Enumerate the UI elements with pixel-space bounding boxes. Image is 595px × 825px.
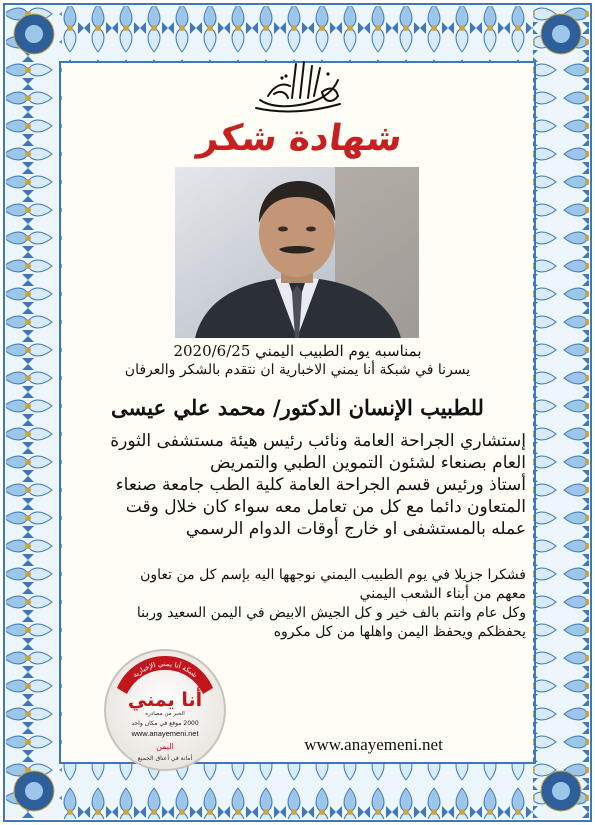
website-link[interactable]: www.anayemeni.net [304, 735, 443, 754]
logo-motto: أمانة في أعناق الجميع [137, 755, 193, 762]
description-line: العام بصنعاء لشئون التموين الطبي والتمريض [209, 453, 526, 473]
recipient-name: للطبيب الإنسان الدكتور/ محمد علي عيسى [111, 395, 484, 420]
logo-name: أنا يمني [127, 689, 203, 711]
description-line: عمله بالمستشفى او خارج أوقات الدوام الرسمي [185, 519, 526, 539]
logo-count: 2000 موقع في مكان واحد [131, 720, 199, 727]
recipient-description [88, 430, 526, 540]
closing-paragraph [88, 566, 526, 642]
closing-line: معهم من أبناء الشعب اليمني [359, 586, 526, 602]
description-line: إستشاري الجراحة العامة ونائب رئيس هيئة مستشفى الثورة [110, 431, 526, 451]
logo-arc-text: شبكة أنا يمني الإخبارية [131, 659, 199, 680]
closing-line: وكل عام وانتم بالف خير و كل الجيش الابيض في اليمن السعيد وربنا [136, 605, 526, 621]
anayemeni-logo-seal [103, 648, 227, 772]
calligraphy-emblem [252, 56, 344, 114]
logo-country: اليمن [156, 742, 174, 751]
description-line: أستاذ ورئيس قسم الجراحة العامة كلية الطب جامعة صنعاء [115, 475, 526, 495]
closing-line: فشكرا جزيلا في يوم الطبيب اليمني نوجهها اليه بإسم كل من تعاون [140, 567, 526, 583]
closing-line: يحفظكم ويحفظ اليمن واهلها من كل مكروه [273, 624, 526, 640]
description-line: المتعاون دائما مع كل من تعامل معه سواء كان خلال وقت [125, 497, 526, 517]
logo-tagline: الخبر من مصادره [145, 711, 185, 717]
recipient-photo [175, 167, 419, 338]
certificate-title: شهادة شكر [195, 118, 405, 159]
logo-url: www.anayemeni.net [131, 729, 199, 738]
statement-line: يسرنا في شبكة أنا يمني الاخبارية ان نتقدم بالشكر والعرفان [124, 362, 471, 378]
occasion-line: بمناسبه يوم الطبيب اليمني 2020/6/25 [173, 342, 422, 360]
